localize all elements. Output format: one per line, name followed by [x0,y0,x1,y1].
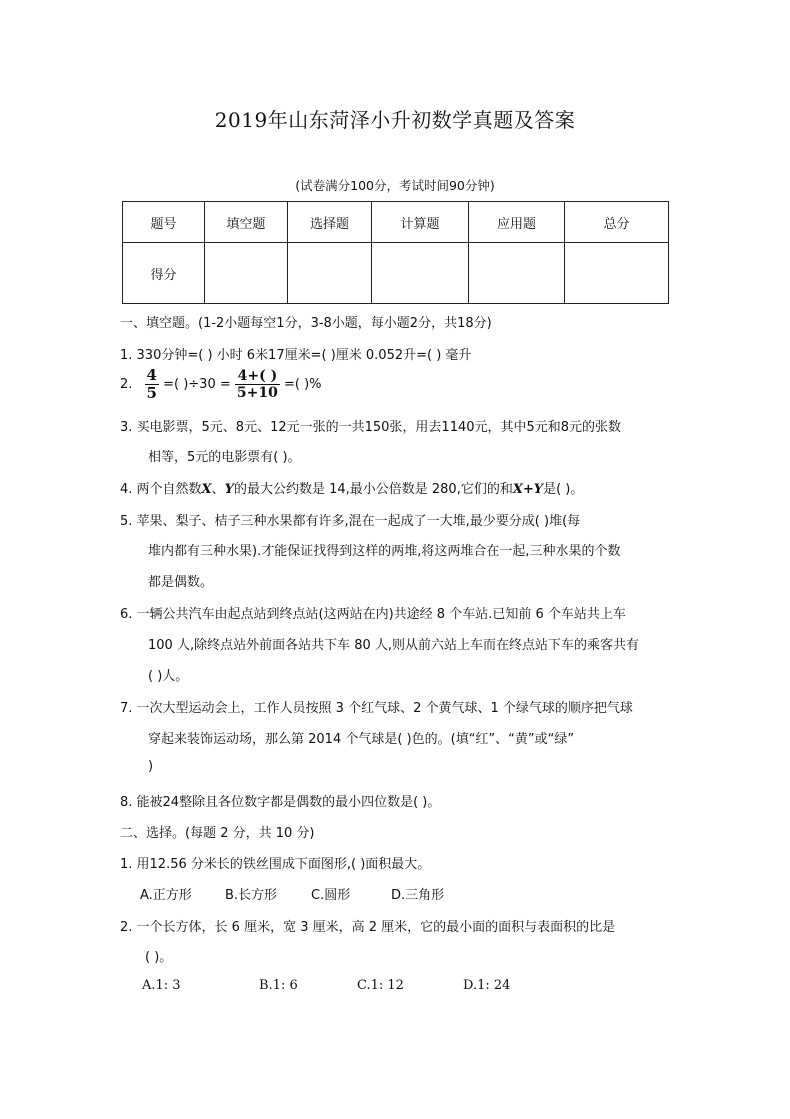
fraction-numerator: 4 [146,366,157,384]
option-a: A.1: 3 [142,978,181,993]
score-table-score-row [123,243,669,304]
option-d: D.1: 24 [463,978,511,993]
question-5-line-3: 都是偶数。 [148,575,214,590]
question-1: 1. 330分钟=( ) 小时 6米17厘米=( )厘米 0.052升=( ) 毫升 [120,348,472,363]
question-3-line-2: 相等，5元的电影票有( )。 [148,450,301,465]
score-table-header: 总分 [565,202,669,243]
question-5-line-2: 堆内都有三种水果).才能保证找得到这样的两堆,将这两堆合在一起,三种水果的个数 [148,544,621,559]
question-2-number: 2. [120,377,133,392]
question-2 [120,367,322,402]
page-title: 2019年山东菏泽小升初数学真题及答案 [214,108,576,132]
question-2-tail: =( )% [284,377,322,392]
question-4-separator: 、 [211,482,225,497]
question-7-line-3: ) [148,759,154,774]
score-row-label: 得分 [123,243,205,304]
option-a: A.正方形 [140,888,192,903]
question-4 [120,478,583,497]
exam-subtitle: (试卷满分100分，考试时间90分钟) [295,178,495,193]
score-cell [372,243,469,304]
question-4-middle: 的最大公约数是 14,最小公倍数是 280,它们的和 [233,482,513,497]
fraction-numerator: 4+( ) [235,368,280,385]
choice-question-2-line-2: ( )。 [145,950,173,965]
score-table [122,201,669,304]
question-6-line-2: 100 人,除终点站外前面各站共下车 80 人,则从前六站上车而在终点站下车的乘客共有 [148,638,640,653]
fraction-four-fifths [145,367,159,402]
option-c: C.圆形 [311,888,351,903]
option-d: D.三角形 [391,888,445,903]
choice-question-2-line-1: 2. 一个长方体，长 6 厘米，宽 3 厘米，高 2 厘米，它的最小面的面积与表面积的比是 [120,920,616,935]
score-cell [288,243,372,304]
fraction-expression [235,368,280,401]
choice-question-1-options [140,884,444,903]
question-4-prefix: 4. 两个自然数 [120,482,202,497]
score-table-header: 填空题 [205,202,288,243]
option-b: B.长方形 [225,888,278,903]
score-table-header: 选择题 [288,202,372,243]
choice-question-2-options [142,978,510,993]
score-table-header: 题号 [123,202,205,243]
variable-sum: X+Y [512,482,544,497]
section1-heading: 一、填空题。(1-2小题每空1分，3-8小题，每小题2分，共18分) [120,316,492,331]
score-table-header: 应用题 [469,202,565,243]
variable-y: Y [224,482,234,497]
fraction-denominator: 5+10 [236,385,278,401]
score-cell [565,243,669,304]
option-b: B.1: 6 [259,978,298,993]
question-4-suffix: 是( )。 [543,482,584,497]
question-3-line-1: 3. 买电影票，5元、8元、12元一张的一共150张，用去1140元，其中5元和8元的张数 [120,420,622,435]
score-cell [469,243,565,304]
question-7-line-1: 7. 一次大型运动会上，工作人员按照 3 个红气球、2 个黄气球、1 个绿气球的顺序把气球 [120,701,633,716]
option-c: C.1: 12 [357,978,404,993]
score-cell [205,243,288,304]
question-7-line-2: 穿起来装饰运动场，那么第 2014 个气球是( )色的。(填“红”、“黄”或“绿” [148,732,575,747]
question-6-line-3: ( )人。 [148,669,189,684]
question-8: 8. 能被24整除且各位数字都是偶数的最小四位数是( )。 [120,795,441,810]
score-table-header: 计算题 [372,202,469,243]
question-6-line-1: 6. 一辆公共汽车由起点站到终点站(这两站在内)共途经 8 个车站.已知前 6 个车站共上车 [120,607,626,622]
variable-x: X [201,482,212,497]
choice-question-1: 1. 用12.56 分米长的铁丝围成下面图形,( )面积最大。 [120,857,431,872]
question-5-line-1: 5. 苹果、梨子、桔子三种水果都有许多,混在一起成了一大堆,最少要分成( )堆(每 [120,514,581,529]
section2-heading: 二、选择。(每题 2 分，共 10 分) [120,826,315,841]
fraction-denominator: 5 [146,384,157,402]
score-table-header-row [123,202,669,243]
question-2-middle: =( )÷30 = [163,377,231,392]
